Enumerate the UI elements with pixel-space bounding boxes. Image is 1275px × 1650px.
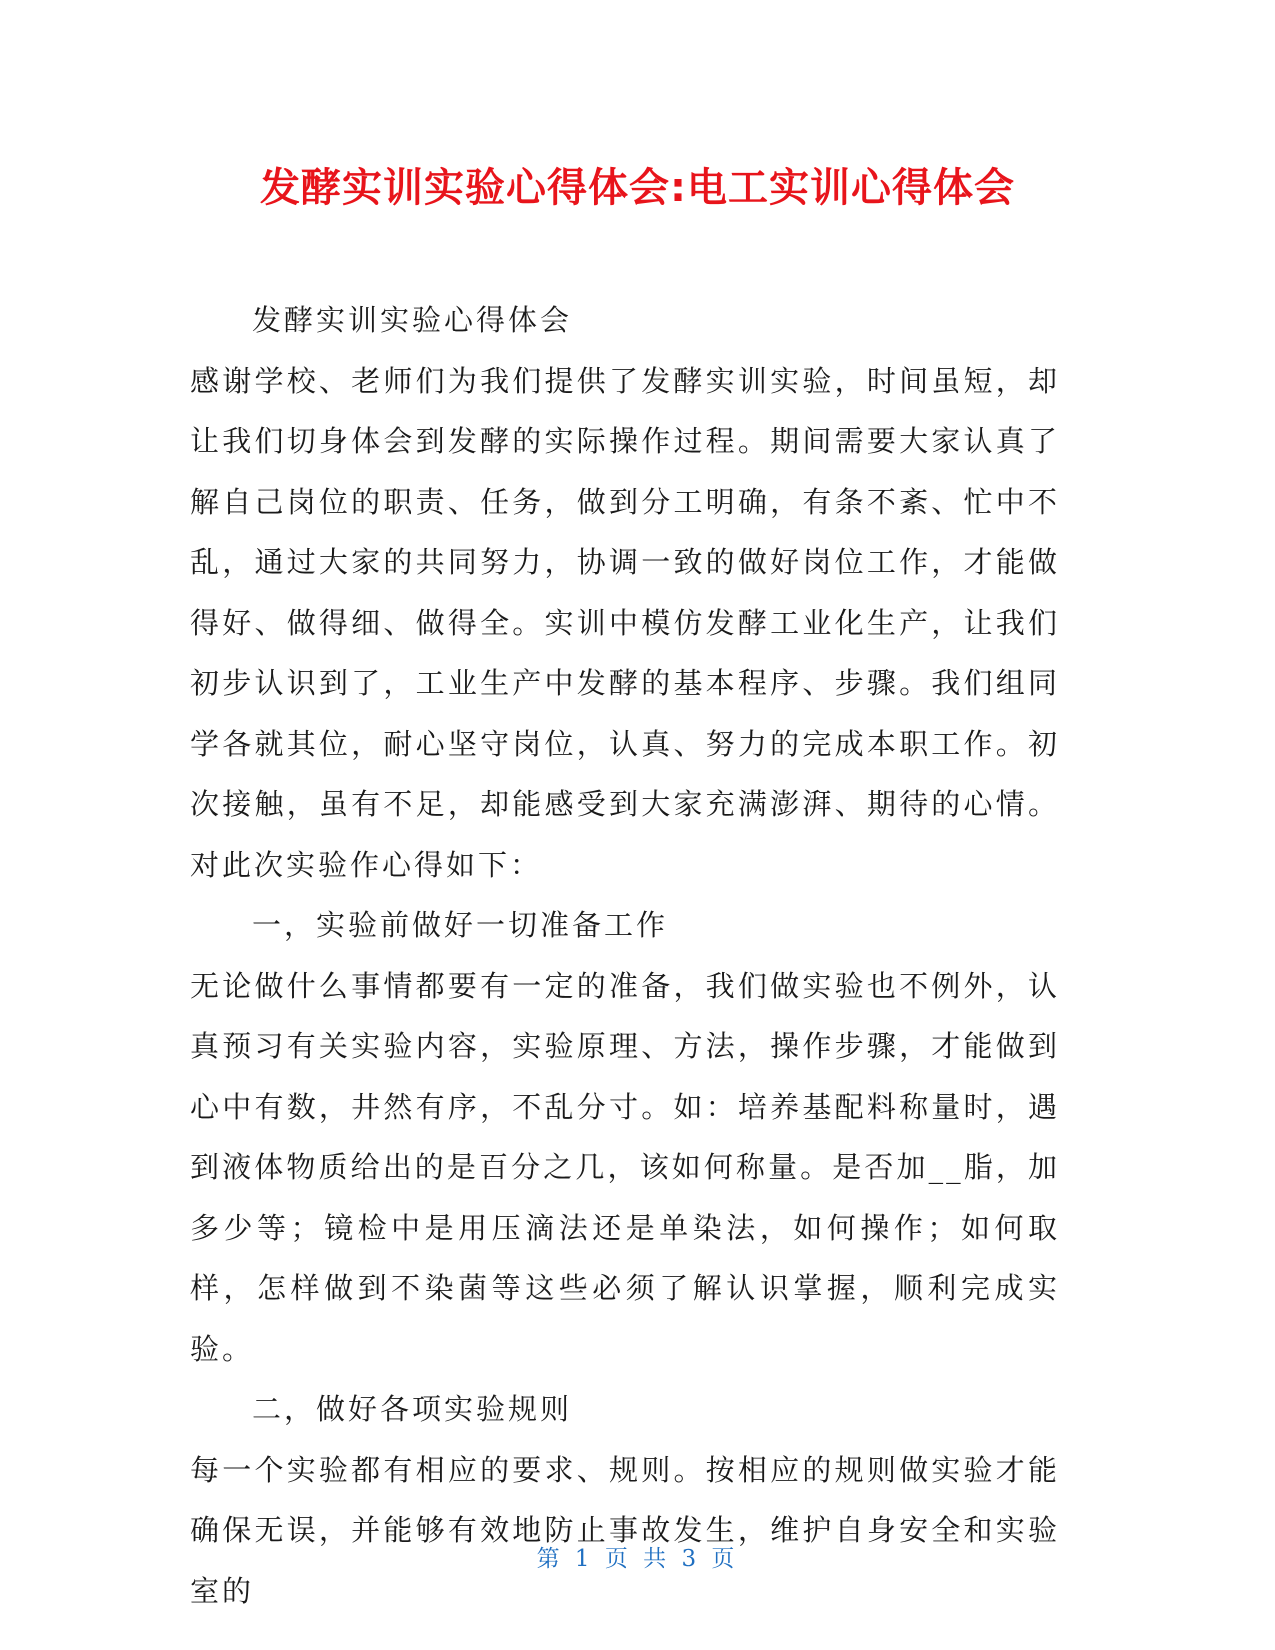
body-paragraph: 感谢学校、老师们为我们提供了发酵实训实验，时间虽短，却让我们切身体会到发酵的实际操作过程。期间需要大家认真了解自己岗位的职责、任务，做到分工明确，有条不紊、忙中不乱，通过大家的共同努力，协调一致的做好岗位工作，才能做得好、做得细、做得全。实训中模仿发酵工业化生产，让我们初步认识到了，工业生产中发酵的基本程序、步骤。我们组同学各就其位，耐心坚守岗位，认真、努力的完成本职工作。初次接触，虽有不足，却能感受到大家充满澎湃、期待的心情。对此次实验作心得如下： — [190, 363, 1060, 882]
section-heading-1: 一，实验前做好一切准备工作 — [252, 908, 669, 942]
document-body — [190, 290, 1060, 1621]
page-number-footer: 第 1 页 共 3 页 — [536, 1546, 739, 1572]
subtitle-paragraph: 发酵实训实验心得体会 — [252, 303, 573, 337]
body-paragraph: 每一个实验都有相应的要求、规则。按相应的规则做实验才能确保无误，并能够有效地防止事故发生，维护自身安全和实验室的 — [190, 1452, 1060, 1608]
body-paragraph: 无论做什么事情都要有一定的准备，我们做实验也不例外，认真预习有关实验内容，实验原理、方法，操作步骤，才能做到心中有数，井然有序，不乱分寸。如：培养基配料称量时，遇到液体物质给出的是百分之几，该如何称量。是否加__脂，加多少等；镜检中是用压滴法还是单染法，如何操作；如何取样，怎样做到不染菌等这些必须了解认识掌握，顺利完成实验。 — [190, 968, 1060, 1366]
section-heading-2: 二，做好各项实验规则 — [252, 1392, 573, 1426]
document-title: 发酵实训实验心得体会:电工实训心得体会 — [260, 165, 1015, 211]
